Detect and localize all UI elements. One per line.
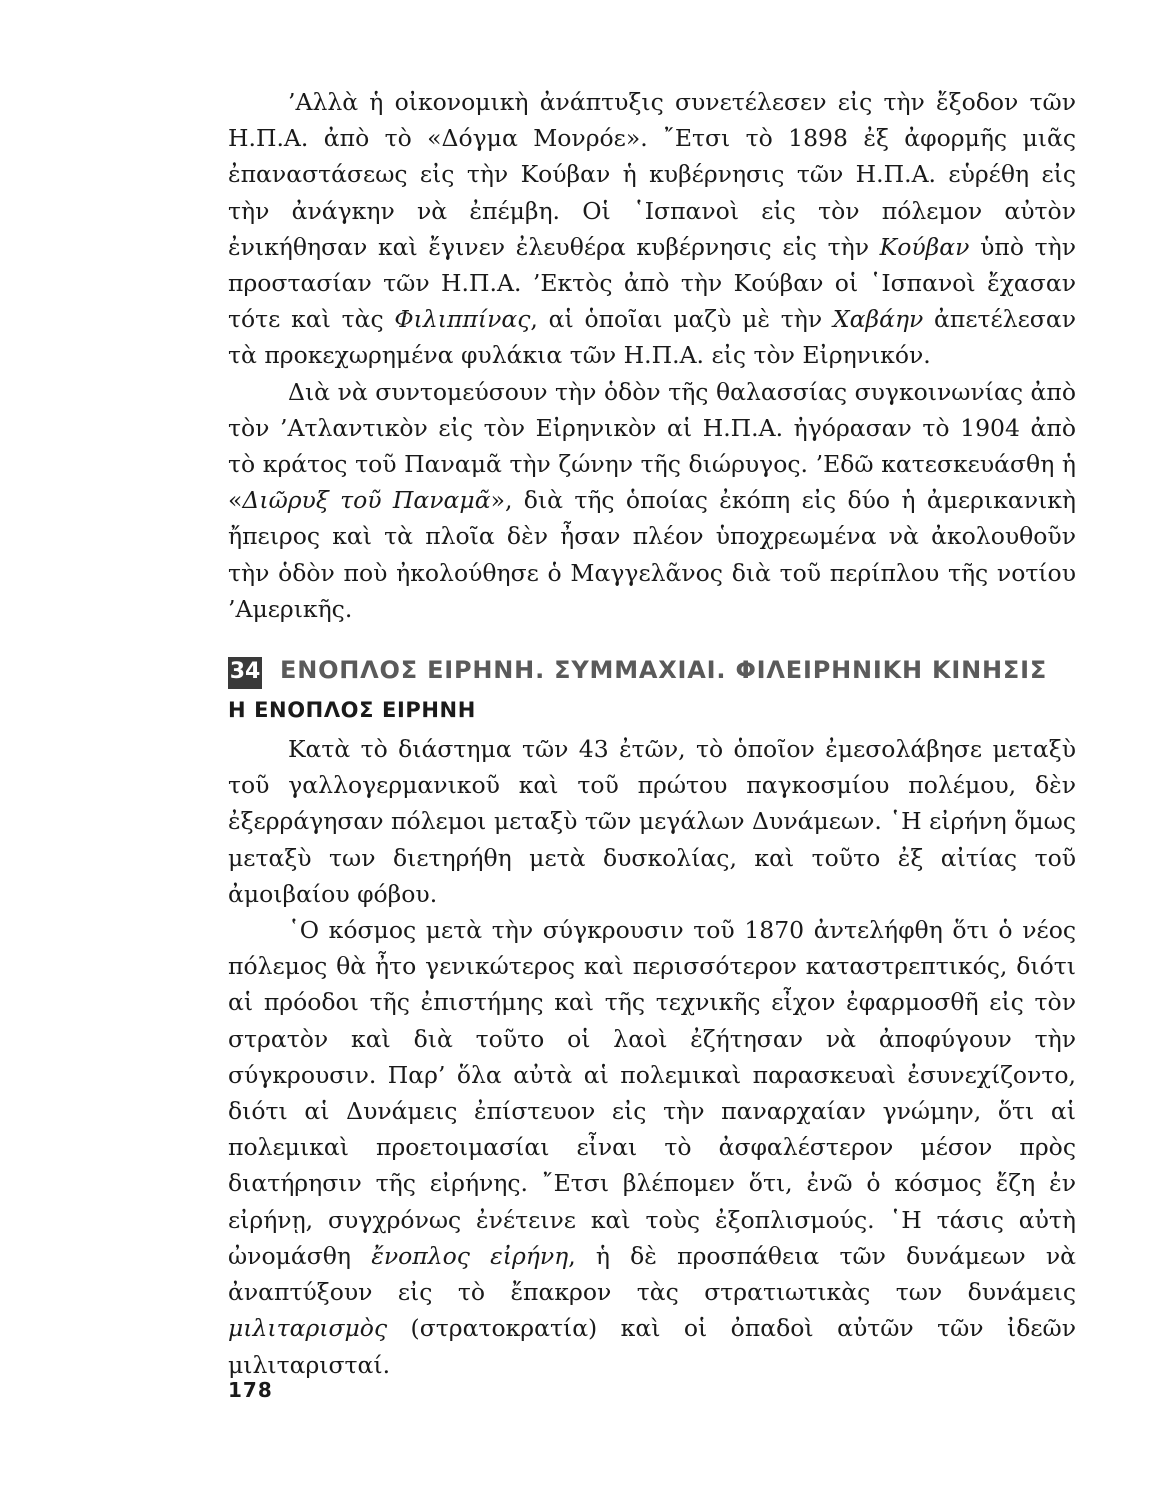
text-run: , αἱ ὁποῖαι μαζὺ μὲ τὴν (530, 305, 833, 334)
page-number: 178 (228, 1378, 273, 1402)
subheading: Η ΕΝΟΠΛΟΣ ΕΙΡΗΝΗ (228, 698, 476, 723)
text-run: ’Αλλὰ ἡ οἰκονομικὴ ἀνάπτυξις συνετέλεσεν εἰς τὴν ἔξοδον τῶν Η.Π.Α. ἀπὸ τὸ «Δόγμα Μονρόε». ῎Ετσι τὸ 1898 ἐξ ἀφορμῆς μιᾶς ἐπαναστάσεως εἰς τὴν Κούβαν ἡ κυβέρνησις τῶν Η.Π.Α. εὑρέθη εἰς τὴν ἀνάγκην νὰ ἐπέμβη. Οἱ ῾Ισπανοὶ εἰς τὸν πόλεμον αὐτὸν ἐνικήθησαν καὶ ἔγινεν ἐλευθέρα κυβέρνησις εἰς τὴν (228, 88, 1076, 261)
text-run: », διὰ τῆς ὁποίας ἐκόπη εἰς δύο ἡ ἀμερικανικὴ ἤπειρος καὶ τὰ πλοῖα δὲν ἦσαν πλέον ὑποχρεωμένα νὰ ἀκολουθοῦν τὴν ὁδὸν ποὺ ἠκολούθησε ὁ Μαγγελᾶνος διὰ τοῦ περίπλου τῆς νοτίου ’Αμερικῆς. (228, 486, 1076, 623)
text-run: (στρατοκρατία) καὶ οἱ ὀπαδοὶ αὐτῶν τῶν ἰδεῶν μιλιταρισταί. (228, 1314, 1076, 1379)
italic-term: Διῶρυξ τοῦ Παναμᾶ (242, 486, 491, 515)
text-run: ἀπετέλεσαν τὰ προκεχωρημένα φυλάκια τῶν Η.Π.Α. εἰς τὸν Εἰρηνικόν. (228, 305, 1076, 370)
section-heading (228, 653, 1076, 689)
italic-term: Φιλιππίνας (394, 305, 531, 334)
italic-term: ἔνοπλος εἰρήνη (371, 1241, 569, 1270)
italic-term: Χαβάην (832, 305, 924, 334)
text-run: ῾Ο κόσμος μετὰ τὴν σύγκρουσιν τοῦ 1870 ἀντελήφθη ὅτι ὁ νέος πόλεμος θὰ ἦτο γενικώτερος καὶ περισσότερον καταστρεπτικός, διότι αἱ πρόοδοι τῆς ἐπιστήμης καὶ τῆς τεχνικῆς εἶχον ἐφαρμοσθῆ εἰς τὸν στρατὸν καὶ διὰ τοῦτο οἱ λαοὶ ἐζήτησαν νὰ ἀποφύγουν τὴν σύγκρουσιν. Παρ’ ὅλα αὐτὰ αἱ πολεμικαὶ παρασκευαὶ ἐσυνεχίζοντο, διότι αἱ Δυνάμεις ἐπίστευον εἰς τὴν παναρχαίαν γνώμην, ὅτι αἱ πολεμικαὶ προετοιμασίαι εἶναι τὸ ἀσφαλέστερον μέσον πρὸς διατήρησιν τῆς εἰρήνης. ῎Ετσι βλέπομεν ὅτι, ἐνῶ ὁ κόσμος ἔζη ἐν εἰρήνῃ, συγχρόνως ἐνέτεινε καὶ τοὺς ἐξοπλισμούς. ῾Η τάσις αὐτὴ ὠνομάσθη (228, 916, 1076, 1270)
text-run: Κατὰ τὸ διάστημα τῶν 43 ἐτῶν, τὸ ὁποῖον ἐμεσολάβησε μεταξὺ τοῦ γαλλογερμανικοῦ καὶ τοῦ πρώτου παγκοσμίου πολέμου, δὲν ἐξερράγησαν πόλεμοι μεταξὺ τῶν μεγάλων Δυνάμεων. ῾Η εἰρήνη ὅμως μεταξὺ των διετηρήθη μετὰ δυσκολίας, καὶ τοῦτο ἐξ αἰτίας τοῦ ἀμοιβαίου φόβου. (228, 735, 1076, 908)
italic-term: Κούβαν (879, 232, 970, 261)
paragraph (228, 912, 1076, 1383)
top-text-block (228, 84, 1076, 627)
paragraph (228, 374, 1076, 627)
text-run: Διὰ νὰ συντομεύσουν τὴν ὁδὸν τῆς θαλασσίας συγκοινωνίας ἀπὸ τὸν ’Ατλαντικὸν εἰς τὸν Εἰρηνικὸν αἱ Η.Π.Α. ἠγόρασαν τὸ 1904 ἀπὸ τὸ κράτος τοῦ Παναμᾶ τὴν ζώνην τῆς διώρυγος. ’Εδῶ κατεσκευάσθη ἡ « (228, 377, 1076, 515)
section-number-badge: 34 (228, 657, 262, 689)
paragraph (228, 84, 1076, 374)
section-title: ΕΝΟΠΛΟΣ ΕΙΡΗΝΗ. ΣΥΜΜΑΧΙΑΙ. ΦΙΛΕΙΡΗΝΙΚΗ ΚΙΝΗΣΙΣ (280, 656, 1048, 685)
page-body (228, 84, 1076, 1383)
text-run: ὑπὸ τὴν προστασίαν τῶν Η.Π.Α. ’Εκτὸς ἀπὸ τὴν Κούβαν οἱ ῾Ισπανοὶ ἔχασαν τότε καὶ τὰς (228, 232, 1077, 334)
text-run: , ἡ δὲ προσπάθεια τῶν δυνάμεων νὰ ἀναπτύξουν εἰς τὸ ἔπακρον τὰς στρατιωτικὰς των δυνάμεις (228, 1241, 1076, 1307)
paragraph (228, 731, 1076, 912)
italic-term: μιλιταρισμὸς (228, 1314, 388, 1343)
bottom-text-block (228, 731, 1076, 1383)
